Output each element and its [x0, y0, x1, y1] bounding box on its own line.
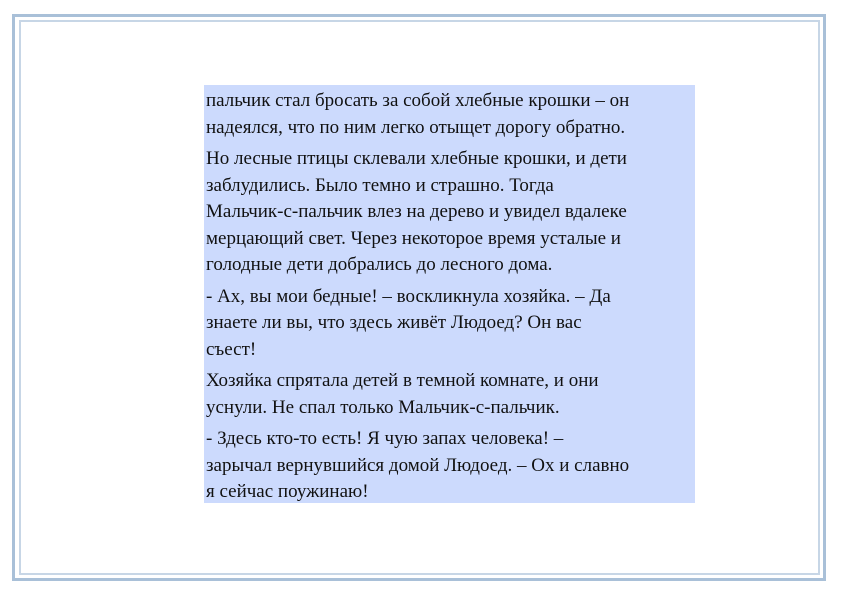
paragraph-children-hidden: Хозяйка спрятала детей в темной комнате, и они уснули. Не спал только Мальчик-с-пальчик. — [206, 370, 599, 418]
paragraph-hostess-warning: - Ах, вы мои бедные! – воскликнула хозяйка. – Да знаете ли вы, что здесь живёт Людоед? Он вас съест! — [206, 285, 611, 360]
paragraph-lost-in-forest: Но лесные птицы склевали хлебные крошки, и дети заблудились. Было темно и страшно. Тогда Мальчик-с-пальчик влез на дерево и увидел вдалеке мерцающий свет. Через некоторое время усталые и голодные дети добрались до лесного дома. — [206, 148, 627, 275]
paragraph-ogre-returns: - Здесь кто-то есть! Я чую запах человека! – зарычал вернувшийся домой Людоед. – Ох и славно я сейчас поужинаю! — [206, 428, 630, 502]
paragraph-breadcrumbs: пальчик стал бросать за собой хлебные крошки – он надеялся, что по ним легко отыщет дорогу обратно. — [206, 90, 630, 138]
story-text-box — [204, 85, 695, 503]
